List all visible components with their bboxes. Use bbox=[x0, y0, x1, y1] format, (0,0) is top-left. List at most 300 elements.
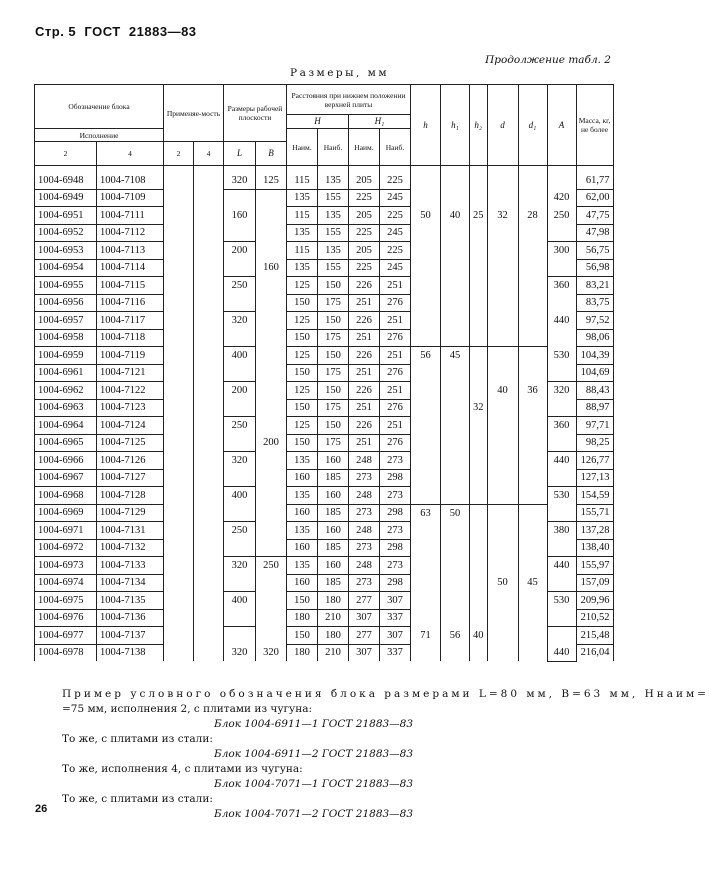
cell-d bbox=[487, 277, 518, 295]
cell-d: 32 bbox=[487, 207, 518, 225]
cell-L bbox=[224, 574, 256, 592]
cell-Hmax: 175 bbox=[318, 364, 349, 382]
cell-A: 360 bbox=[547, 417, 576, 435]
example-line-4: То же, с плитами из стали: bbox=[62, 733, 213, 745]
cell-L: 400 bbox=[224, 347, 256, 365]
cell-L bbox=[224, 364, 256, 382]
cell-h1: 50 bbox=[441, 504, 470, 522]
cell-H1max: 276 bbox=[380, 294, 411, 312]
cell-a4 bbox=[194, 644, 224, 661]
cell-H1min: 205 bbox=[349, 207, 380, 225]
cell-Hmax: 150 bbox=[318, 312, 349, 330]
cell-d1 bbox=[518, 609, 547, 627]
cell-d1 bbox=[518, 294, 547, 312]
page-header bbox=[35, 24, 197, 39]
cell-c2: 1004-6968 bbox=[35, 487, 97, 505]
cell-h1 bbox=[441, 277, 470, 295]
table-row bbox=[35, 504, 614, 522]
cell-Hmax: 175 bbox=[318, 329, 349, 347]
cell-B: 160 bbox=[256, 259, 287, 277]
cell-a4 bbox=[194, 277, 224, 295]
cell-Hmax: 210 bbox=[318, 609, 349, 627]
cell-c2: 1004-6969 bbox=[35, 504, 97, 522]
cell-Hmin: 125 bbox=[287, 277, 318, 295]
cell-h1 bbox=[441, 189, 470, 207]
cell-Hmax: 185 bbox=[318, 504, 349, 522]
cell-A bbox=[547, 364, 576, 382]
cell-c4: 1004-7127 bbox=[97, 469, 164, 487]
cell-h bbox=[411, 469, 441, 487]
cell-h bbox=[411, 294, 441, 312]
cell-a2 bbox=[164, 312, 194, 330]
cell-m: 88,97 bbox=[576, 399, 613, 417]
cell-d bbox=[487, 539, 518, 557]
cell-B: 200 bbox=[256, 434, 287, 452]
table-row bbox=[35, 469, 614, 487]
cell-c2: 1004-6956 bbox=[35, 294, 97, 312]
cell-d1 bbox=[518, 539, 547, 557]
cell-h2 bbox=[470, 574, 488, 592]
cell-B bbox=[256, 277, 287, 295]
cell-c4: 1004-7108 bbox=[97, 166, 164, 190]
cell-m: 88,43 bbox=[576, 382, 613, 400]
cell-B bbox=[256, 592, 287, 610]
cell-c4: 1004-7121 bbox=[97, 364, 164, 382]
cell-h2 bbox=[470, 487, 488, 505]
cell-A bbox=[547, 574, 576, 592]
cell-d1 bbox=[518, 364, 547, 382]
cell-L bbox=[224, 539, 256, 557]
cell-H1min: 248 bbox=[349, 487, 380, 505]
cell-B bbox=[256, 574, 287, 592]
cell-h2 bbox=[470, 189, 488, 207]
cell-c2: 1004-6973 bbox=[35, 557, 97, 575]
cell-a2 bbox=[164, 574, 194, 592]
cell-B bbox=[256, 224, 287, 242]
cell-c4: 1004-7124 bbox=[97, 417, 164, 435]
cell-c4: 1004-7114 bbox=[97, 259, 164, 277]
cell-L bbox=[224, 329, 256, 347]
cell-A: 440 bbox=[547, 644, 576, 661]
cell-h1: 45 bbox=[441, 347, 470, 365]
cell-c4: 1004-7112 bbox=[97, 224, 164, 242]
cell-m: 61,77 bbox=[576, 166, 613, 190]
dimensions-table bbox=[34, 84, 614, 662]
cell-A: 380 bbox=[547, 522, 576, 540]
cell-h1 bbox=[441, 644, 470, 661]
cell-h bbox=[411, 434, 441, 452]
cell-H1min: 251 bbox=[349, 364, 380, 382]
cell-h2 bbox=[470, 557, 488, 575]
cell-d1 bbox=[518, 452, 547, 470]
cell-a2 bbox=[164, 539, 194, 557]
cell-d1 bbox=[518, 242, 547, 260]
header-A: A bbox=[547, 85, 576, 166]
cell-H1max: 298 bbox=[380, 469, 411, 487]
cell-h bbox=[411, 329, 441, 347]
cell-H1max: 298 bbox=[380, 574, 411, 592]
cell-L: 320 bbox=[224, 312, 256, 330]
cell-A bbox=[547, 434, 576, 452]
cell-H1max: 273 bbox=[380, 522, 411, 540]
header-H-max: Наиб. bbox=[318, 129, 349, 166]
cell-d1: 28 bbox=[518, 207, 547, 225]
header-exec-4: 4 bbox=[97, 142, 164, 166]
cell-h: 50 bbox=[411, 207, 441, 225]
cell-H1min: 248 bbox=[349, 557, 380, 575]
cell-d bbox=[487, 487, 518, 505]
cell-a4 bbox=[194, 452, 224, 470]
cell-H1max: 276 bbox=[380, 364, 411, 382]
cell-Hmax: 210 bbox=[318, 644, 349, 661]
cell-B bbox=[256, 189, 287, 207]
table-row bbox=[35, 627, 614, 645]
cell-a2 bbox=[164, 364, 194, 382]
cell-h1 bbox=[441, 487, 470, 505]
header-applicability: Применяе-мость bbox=[164, 85, 224, 142]
cell-a2 bbox=[164, 259, 194, 277]
cell-B bbox=[256, 417, 287, 435]
cell-d1 bbox=[518, 166, 547, 190]
cell-L bbox=[224, 504, 256, 522]
cell-Hmin: 135 bbox=[287, 487, 318, 505]
cell-h2: 40 bbox=[470, 627, 488, 645]
cell-c2: 1004-6964 bbox=[35, 417, 97, 435]
cell-d bbox=[487, 434, 518, 452]
cell-c4: 1004-7134 bbox=[97, 574, 164, 592]
cell-h1 bbox=[441, 329, 470, 347]
cell-m: 210,52 bbox=[576, 609, 613, 627]
cell-B: 125 bbox=[256, 166, 287, 190]
cell-h2 bbox=[470, 364, 488, 382]
table-row bbox=[35, 312, 614, 330]
cell-Hmin: 150 bbox=[287, 627, 318, 645]
cell-c4: 1004-7129 bbox=[97, 504, 164, 522]
cell-m: 216,04 bbox=[576, 644, 613, 661]
cell-c2: 1004-6977 bbox=[35, 627, 97, 645]
cell-d1 bbox=[518, 644, 547, 661]
cell-L: 250 bbox=[224, 417, 256, 435]
cell-h1 bbox=[441, 242, 470, 260]
cell-h bbox=[411, 277, 441, 295]
cell-H1min: 307 bbox=[349, 644, 380, 661]
table-body bbox=[35, 166, 614, 662]
cell-L bbox=[224, 294, 256, 312]
cell-h2 bbox=[470, 417, 488, 435]
cell-A bbox=[547, 504, 576, 522]
cell-a4 bbox=[194, 434, 224, 452]
cell-B bbox=[256, 242, 287, 260]
cell-H1max: 276 bbox=[380, 399, 411, 417]
standard-code: ГОСТ 21883—83 bbox=[84, 24, 197, 39]
cell-A bbox=[547, 259, 576, 277]
cell-m: 104,69 bbox=[576, 364, 613, 382]
cell-c4: 1004-7123 bbox=[97, 399, 164, 417]
cell-Hmax: 175 bbox=[318, 434, 349, 452]
cell-L: 160 bbox=[224, 207, 256, 225]
cell-B bbox=[256, 399, 287, 417]
cell-B bbox=[256, 364, 287, 382]
cell-Hmin: 115 bbox=[287, 207, 318, 225]
cell-a4 bbox=[194, 294, 224, 312]
cell-a4 bbox=[194, 189, 224, 207]
cell-c2: 1004-6971 bbox=[35, 522, 97, 540]
cell-B: 320 bbox=[256, 644, 287, 661]
cell-h2 bbox=[470, 539, 488, 557]
cell-h2 bbox=[470, 382, 488, 400]
cell-m: 56,75 bbox=[576, 242, 613, 260]
cell-H1min: 273 bbox=[349, 539, 380, 557]
cell-A: 320 bbox=[547, 382, 576, 400]
cell-H1max: 337 bbox=[380, 644, 411, 661]
cell-Hmin: 115 bbox=[287, 166, 318, 190]
cell-Hmax: 160 bbox=[318, 487, 349, 505]
cell-H1min: 273 bbox=[349, 504, 380, 522]
cell-B bbox=[256, 504, 287, 522]
cell-c2: 1004-6958 bbox=[35, 329, 97, 347]
cell-Hmax: 150 bbox=[318, 417, 349, 435]
cell-Hmin: 150 bbox=[287, 294, 318, 312]
cell-Hmax: 160 bbox=[318, 522, 349, 540]
cell-h bbox=[411, 312, 441, 330]
cell-h bbox=[411, 399, 441, 417]
cell-h1 bbox=[441, 166, 470, 190]
table-row bbox=[35, 644, 614, 661]
cell-m: 209,96 bbox=[576, 592, 613, 610]
cell-d bbox=[487, 294, 518, 312]
cell-B bbox=[256, 487, 287, 505]
cell-d bbox=[487, 329, 518, 347]
cell-h2 bbox=[470, 434, 488, 452]
cell-h1 bbox=[441, 259, 470, 277]
cell-a4 bbox=[194, 224, 224, 242]
table-row bbox=[35, 574, 614, 592]
cell-c2: 1004-6948 bbox=[35, 166, 97, 190]
cell-H1max: 273 bbox=[380, 557, 411, 575]
cell-h bbox=[411, 609, 441, 627]
table-row bbox=[35, 539, 614, 557]
cell-Hmax: 150 bbox=[318, 277, 349, 295]
cell-h1 bbox=[441, 434, 470, 452]
cell-d bbox=[487, 364, 518, 382]
cell-a2 bbox=[164, 166, 194, 190]
cell-a2 bbox=[164, 452, 194, 470]
cell-Hmin: 125 bbox=[287, 417, 318, 435]
cell-h1 bbox=[441, 364, 470, 382]
cell-H1max: 225 bbox=[380, 242, 411, 260]
cell-H1min: 225 bbox=[349, 224, 380, 242]
cell-a4 bbox=[194, 504, 224, 522]
cell-H1max: 276 bbox=[380, 434, 411, 452]
cell-c2: 1004-6962 bbox=[35, 382, 97, 400]
cell-h1 bbox=[441, 574, 470, 592]
cell-c2: 1004-6976 bbox=[35, 609, 97, 627]
cell-h1 bbox=[441, 522, 470, 540]
cell-c2: 1004-6966 bbox=[35, 452, 97, 470]
cell-L bbox=[224, 399, 256, 417]
cell-H1max: 225 bbox=[380, 166, 411, 190]
cell-d1: 36 bbox=[518, 382, 547, 400]
cell-d: 40 bbox=[487, 382, 518, 400]
cell-m: 97,52 bbox=[576, 312, 613, 330]
cell-h bbox=[411, 364, 441, 382]
cell-m: 83,75 bbox=[576, 294, 613, 312]
cell-m: 47,75 bbox=[576, 207, 613, 225]
cell-m: 155,71 bbox=[576, 504, 613, 522]
cell-Hmax: 155 bbox=[318, 189, 349, 207]
cell-d1 bbox=[518, 189, 547, 207]
cell-B: 250 bbox=[256, 557, 287, 575]
cell-B bbox=[256, 609, 287, 627]
cell-H1max: 337 bbox=[380, 609, 411, 627]
cell-L: 400 bbox=[224, 487, 256, 505]
cell-L: 320 bbox=[224, 452, 256, 470]
cell-Hmin: 150 bbox=[287, 364, 318, 382]
header-B: B bbox=[256, 142, 287, 166]
cell-H1max: 298 bbox=[380, 504, 411, 522]
cell-d bbox=[487, 452, 518, 470]
cell-h bbox=[411, 539, 441, 557]
cell-Hmax: 180 bbox=[318, 592, 349, 610]
cell-d1 bbox=[518, 417, 547, 435]
cell-h bbox=[411, 224, 441, 242]
cell-Hmin: 150 bbox=[287, 592, 318, 610]
cell-a4 bbox=[194, 347, 224, 365]
cell-Hmax: 180 bbox=[318, 627, 349, 645]
cell-a4 bbox=[194, 417, 224, 435]
cell-d1 bbox=[518, 557, 547, 575]
cell-Hmax: 155 bbox=[318, 224, 349, 242]
cell-d1 bbox=[518, 504, 547, 522]
cell-Hmin: 160 bbox=[287, 574, 318, 592]
cell-a4 bbox=[194, 539, 224, 557]
cell-a2 bbox=[164, 382, 194, 400]
cell-Hmin: 115 bbox=[287, 242, 318, 260]
cell-h1 bbox=[441, 399, 470, 417]
cell-c2: 1004-6952 bbox=[35, 224, 97, 242]
cell-c4: 1004-7118 bbox=[97, 329, 164, 347]
cell-Hmax: 135 bbox=[318, 166, 349, 190]
cell-c4: 1004-7125 bbox=[97, 434, 164, 452]
cell-c2: 1004-6975 bbox=[35, 592, 97, 610]
cell-a2 bbox=[164, 504, 194, 522]
header-L: L bbox=[224, 142, 256, 166]
cell-H1min: 277 bbox=[349, 592, 380, 610]
cell-a4 bbox=[194, 329, 224, 347]
cell-d bbox=[487, 242, 518, 260]
cell-a2 bbox=[164, 399, 194, 417]
cell-H1min: 251 bbox=[349, 399, 380, 417]
cell-H1min: 307 bbox=[349, 609, 380, 627]
cell-m: 126,77 bbox=[576, 452, 613, 470]
cell-d1 bbox=[518, 329, 547, 347]
table-title: Размеры, мм bbox=[290, 67, 390, 79]
cell-h2 bbox=[470, 259, 488, 277]
cell-h2: 25 bbox=[470, 207, 488, 225]
cell-c2: 1004-6949 bbox=[35, 189, 97, 207]
cell-h2 bbox=[470, 277, 488, 295]
cell-A: 530 bbox=[547, 487, 576, 505]
table-row bbox=[35, 434, 614, 452]
cell-h2: 32 bbox=[470, 399, 488, 417]
cell-d1 bbox=[518, 434, 547, 452]
cell-h bbox=[411, 487, 441, 505]
table-row bbox=[35, 417, 614, 435]
cell-Hmin: 135 bbox=[287, 557, 318, 575]
cell-h2 bbox=[470, 224, 488, 242]
cell-Hmax: 175 bbox=[318, 399, 349, 417]
cell-B bbox=[256, 347, 287, 365]
table-row bbox=[35, 189, 614, 207]
cell-h1 bbox=[441, 592, 470, 610]
cell-c4: 1004-7122 bbox=[97, 382, 164, 400]
cell-d bbox=[487, 609, 518, 627]
cell-H1max: 273 bbox=[380, 452, 411, 470]
cell-H1min: 205 bbox=[349, 166, 380, 190]
cell-H1min: 226 bbox=[349, 312, 380, 330]
cell-d1 bbox=[518, 487, 547, 505]
cell-a4 bbox=[194, 207, 224, 225]
cell-L bbox=[224, 469, 256, 487]
table-row bbox=[35, 294, 614, 312]
cell-H1max: 276 bbox=[380, 329, 411, 347]
cell-H1max: 307 bbox=[380, 627, 411, 645]
cell-c4: 1004-7131 bbox=[97, 522, 164, 540]
cell-h bbox=[411, 382, 441, 400]
cell-c2: 1004-6954 bbox=[35, 259, 97, 277]
cell-A bbox=[547, 329, 576, 347]
cell-L bbox=[224, 627, 256, 645]
cell-m: 137,28 bbox=[576, 522, 613, 540]
cell-d1: 45 bbox=[518, 574, 547, 592]
cell-A bbox=[547, 469, 576, 487]
cell-h: 63 bbox=[411, 504, 441, 522]
table-row bbox=[35, 207, 614, 225]
cell-d1 bbox=[518, 469, 547, 487]
cell-H1max: 225 bbox=[380, 207, 411, 225]
cell-A bbox=[547, 627, 576, 645]
cell-h bbox=[411, 417, 441, 435]
cell-m: 47,98 bbox=[576, 224, 613, 242]
cell-c2: 1004-6957 bbox=[35, 312, 97, 330]
cell-h bbox=[411, 452, 441, 470]
cell-c4: 1004-7111 bbox=[97, 207, 164, 225]
header-H1: H₁ bbox=[349, 115, 411, 129]
cell-H1max: 307 bbox=[380, 592, 411, 610]
header-mass: Масса, кг, не более bbox=[576, 85, 613, 166]
cell-h2 bbox=[470, 504, 488, 522]
cell-c2: 1004-6965 bbox=[35, 434, 97, 452]
example-line-8: То же, с плитами из стали: bbox=[62, 793, 213, 805]
cell-a4 bbox=[194, 382, 224, 400]
table-row bbox=[35, 166, 614, 190]
cell-a2 bbox=[164, 329, 194, 347]
cell-d1 bbox=[518, 259, 547, 277]
cell-A: 360 bbox=[547, 277, 576, 295]
cell-c4: 1004-7119 bbox=[97, 347, 164, 365]
cell-H1max: 251 bbox=[380, 312, 411, 330]
cell-c4: 1004-7137 bbox=[97, 627, 164, 645]
cell-B bbox=[256, 207, 287, 225]
cell-L: 320 bbox=[224, 557, 256, 575]
cell-A bbox=[547, 399, 576, 417]
cell-B bbox=[256, 469, 287, 487]
cell-c4: 1004-7138 bbox=[97, 644, 164, 661]
cell-Hmin: 150 bbox=[287, 434, 318, 452]
example-line-1: Пример условного обозначения блока размерами L=80 мм, B=63 мм, Hнаим= bbox=[62, 688, 709, 700]
cell-m: 215,48 bbox=[576, 627, 613, 645]
cell-a4 bbox=[194, 242, 224, 260]
